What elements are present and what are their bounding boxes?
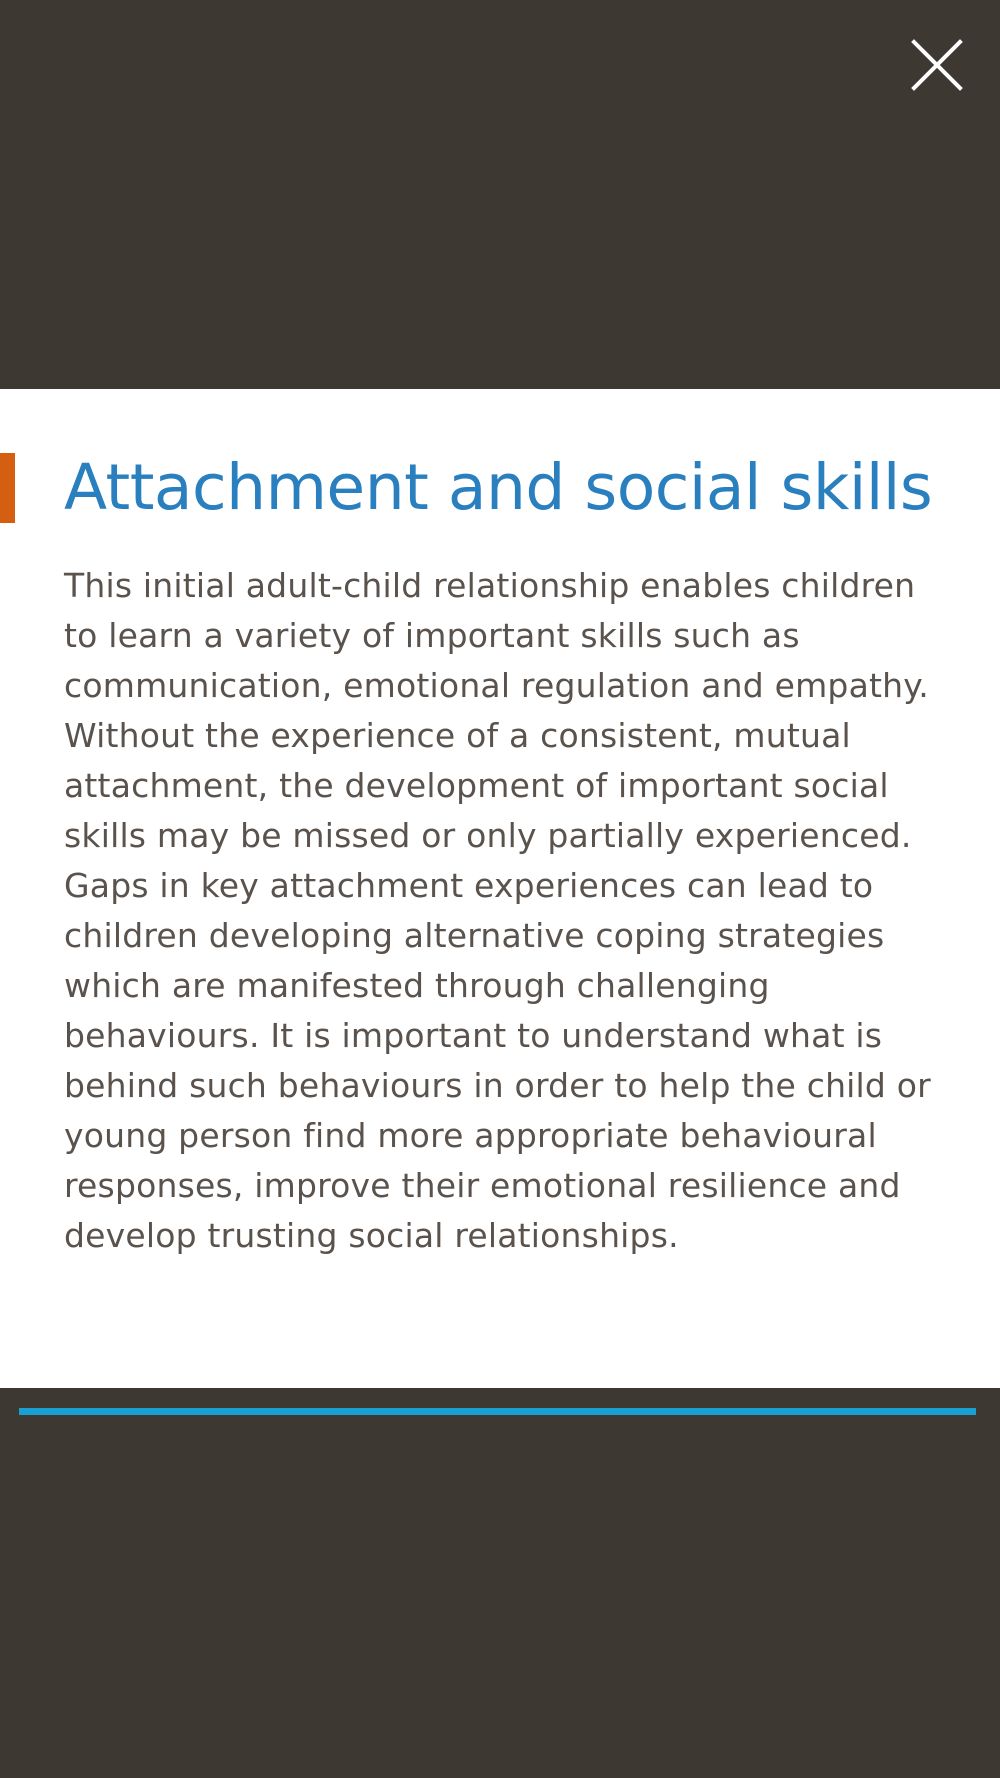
modal-body-text: This initial adult-child relationship enables children to learn a variety of important skills such as communication, emotional regulation and empathy. Without the experience of a consistent, mutual attachment, the development of important social skills may be missed or only partially experienced. Gaps in key attachment experiences can lead to children developing alternative coping strategies which are manifested through challenging behaviours. It is important to understand what is behind such behaviours in order to help the child or young person find more appropriate behavioural responses, improve their emotional resilience and develop trusting social relationships. — [64, 566, 931, 1255]
close-icon — [906, 34, 968, 96]
modal-card — [0, 389, 1000, 1388]
title-accent-bar — [0, 453, 15, 523]
progress-bar-fill — [19, 1408, 976, 1415]
close-button[interactable] — [906, 34, 968, 96]
modal-title: Attachment and social skills — [64, 451, 933, 524]
progress-bar — [19, 1408, 976, 1415]
